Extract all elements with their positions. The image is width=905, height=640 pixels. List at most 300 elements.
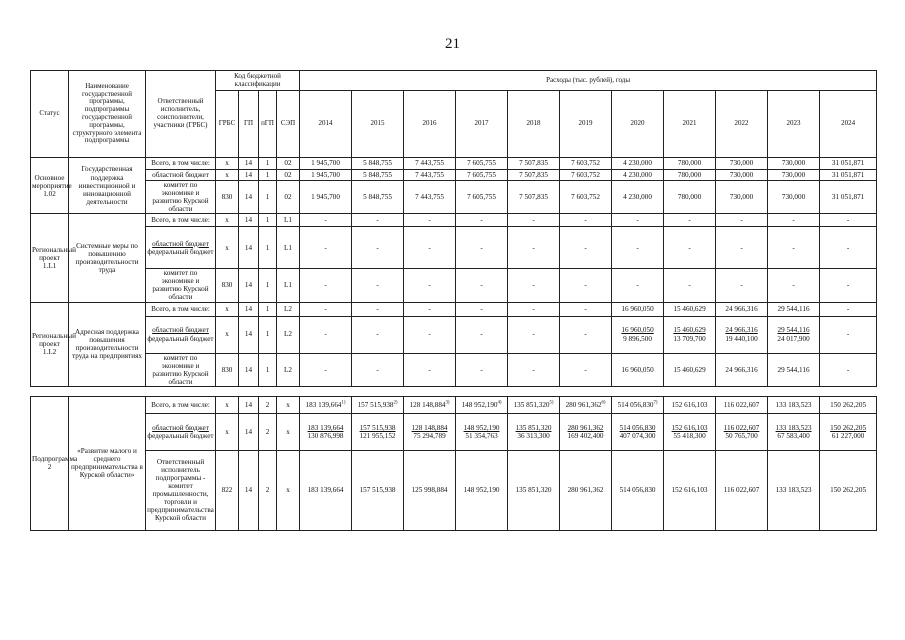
value-cell-2024 [820, 316, 877, 353]
header-year-2018: 2018 [508, 91, 560, 158]
responsible-text: комитет по экономике и развитию Курской области [152, 353, 209, 386]
value-text: 730,000 [729, 170, 754, 179]
value-cell-2020 [612, 227, 664, 269]
value-text: 7 605,755 [467, 170, 496, 179]
value-federal: 19 440,100 [725, 334, 758, 343]
value-text: 7 603,752 [571, 170, 600, 179]
footnote-mark: 3) [445, 400, 450, 406]
header-code-group: Код бюджетной классификации [216, 71, 300, 91]
value-text: - [532, 216, 535, 225]
value-cell-2023 [768, 181, 820, 214]
responsible-text: комитет по экономике и развитию Курской области [152, 181, 209, 214]
header-year-2024: 2024 [820, 91, 877, 158]
value-cell-2014 [300, 227, 352, 269]
value-text: - [480, 281, 483, 290]
value-cell-2024 [820, 353, 877, 386]
value-cell-2024 [820, 396, 877, 413]
value-primary: 15 460,629 [673, 326, 706, 335]
value-text: - [636, 281, 639, 290]
responsible-cell [146, 396, 216, 413]
value-text: 133 183,523 [775, 486, 812, 495]
value-cell-2021 [664, 316, 716, 353]
value-text: - [792, 243, 795, 252]
value-cell-2014 [300, 158, 352, 170]
value-cell-2017 [456, 269, 508, 302]
value-cell-2023 [768, 170, 820, 181]
responsible-text-secondary: федеральный бюджет [147, 247, 214, 256]
value-cell-2017 [456, 214, 508, 227]
value-cell-2015 [352, 214, 404, 227]
code-gp-cell: 14 [239, 227, 259, 269]
value-primary: - [846, 330, 850, 339]
value-cell-2015 [352, 316, 404, 353]
value-cell-2023 [768, 353, 820, 386]
value-text: 150 262,205 [830, 400, 867, 409]
value-primary: - [376, 330, 379, 339]
value-text: 116 022,607 [723, 486, 760, 495]
code-pgp-cell: 1 [259, 353, 277, 386]
value-text: 148 952,190 [461, 400, 498, 409]
value-primary: 24 966,316 [725, 326, 758, 335]
code-grbs-cell: 830 [216, 353, 239, 386]
value-cell-2021 [664, 396, 716, 413]
value-cell-2023 [768, 269, 820, 302]
table-row [31, 396, 877, 413]
value-cell-2023 [768, 158, 820, 170]
value-text: - [532, 365, 535, 374]
value-primary: 29 544,116 [777, 326, 810, 335]
value-text: - [324, 281, 327, 290]
value-cell-2018 [508, 450, 560, 530]
value-cell-2018 [508, 413, 560, 450]
value-cell-2022 [716, 413, 768, 450]
value-cell-2019 [560, 158, 612, 170]
responsible-text: Всего, в том числе: [151, 159, 210, 168]
value-cell-2016 [404, 158, 456, 170]
header-year-2014: 2014 [300, 91, 352, 158]
value-primary: 514 056,830 [619, 423, 656, 432]
value-federal: 130 876,998 [307, 431, 344, 440]
value-text: 29 544,116 [777, 365, 810, 374]
code-grbs-cell: х [216, 214, 239, 227]
value-cell-2016 [404, 413, 456, 450]
responsible-cell [146, 316, 216, 353]
value-text: - [376, 281, 379, 290]
code-pgp-cell: 1 [259, 158, 277, 170]
value-text: 780,000 [677, 170, 702, 179]
value-text: 730,000 [781, 193, 806, 202]
value-text: 15 460,629 [673, 304, 706, 313]
code-gp-cell: 14 [239, 450, 259, 530]
value-cell-2020 [612, 302, 664, 316]
code-pgp-cell: 2 [259, 413, 277, 450]
code-pgp-cell: 1 [259, 181, 277, 214]
code-gp-cell: 14 [239, 214, 259, 227]
header-status: Статус [31, 71, 69, 158]
value-text: 280 961,362 [567, 486, 604, 495]
value-text: 31 051,871 [831, 170, 865, 179]
code-gp-cell: 14 [239, 396, 259, 413]
table-row [31, 302, 877, 316]
responsible-cell [146, 170, 216, 181]
code-pgp-cell: 1 [259, 170, 277, 181]
value-text: 730,000 [729, 159, 754, 168]
code-pgp-cell: 2 [259, 396, 277, 413]
value-cell-2022 [716, 158, 768, 170]
value-text: 7 507,835 [519, 193, 548, 202]
code-sep-cell: 02 [277, 181, 300, 214]
responsible-cell [146, 181, 216, 214]
value-text: 4 230,000 [623, 170, 652, 179]
footnote-mark: 5) [549, 400, 554, 406]
table-row [31, 158, 877, 170]
status-cell: Региональный проект 1.L1 [31, 214, 69, 302]
value-primary: 133 183,523 [775, 423, 812, 432]
value-cell-2024 [820, 170, 877, 181]
value-primary: 157 515,938 [359, 423, 396, 432]
header-year-2017: 2017 [456, 91, 508, 158]
value-text: 31 051,871 [831, 193, 865, 202]
value-cell-2023 [768, 302, 820, 316]
value-text: 7 507,835 [519, 159, 548, 168]
code-gp-cell: 14 [239, 316, 259, 353]
value-text: - [532, 243, 535, 252]
value-cell-2020 [612, 353, 664, 386]
value-text: 730,000 [729, 193, 754, 202]
value-cell-2019 [560, 316, 612, 353]
value-cell-2021 [664, 170, 716, 181]
code-gp-cell: 14 [239, 413, 259, 450]
value-text: - [584, 365, 587, 374]
value-cell-2021 [664, 413, 716, 450]
value-federal: 13 709,700 [673, 334, 706, 343]
code-grbs-cell: х [216, 227, 239, 269]
value-text: - [428, 243, 431, 252]
value-federal: 9 896,500 [623, 334, 652, 343]
code-grbs-cell: 822 [216, 450, 239, 530]
value-text: 780,000 [677, 193, 702, 202]
value-text: 150 262,205 [830, 486, 867, 495]
value-text: 148 952,190 [463, 486, 500, 495]
responsible-text: Всего, в том числе: [151, 304, 210, 313]
value-cell-2015 [352, 450, 404, 530]
value-cell-2024 [820, 269, 877, 302]
responsible-cell [146, 302, 216, 316]
value-text: - [428, 304, 431, 313]
value-cell-2019 [560, 450, 612, 530]
value-text: - [480, 304, 483, 313]
value-text: - [428, 281, 431, 290]
header-year-2016: 2016 [404, 91, 456, 158]
value-cell-2016 [404, 396, 456, 413]
table-row [31, 227, 877, 269]
value-text: 730,000 [781, 159, 806, 168]
responsible-text-secondary: федеральный бюджет [147, 334, 214, 343]
value-cell-2020 [612, 316, 664, 353]
value-text: - [428, 365, 431, 374]
value-text: - [584, 243, 587, 252]
value-text: 152 616,103 [671, 400, 708, 409]
value-cell-2022 [716, 269, 768, 302]
code-gp-cell: 14 [239, 158, 259, 170]
value-primary: 128 148,884 [411, 423, 448, 432]
value-cell-2024 [820, 158, 877, 170]
code-gp-cell: 14 [239, 353, 259, 386]
value-text: - [846, 304, 850, 313]
value-text: - [480, 216, 483, 225]
status-cell: Подпрограмма 2 [31, 396, 69, 530]
code-gp-cell: 14 [239, 181, 259, 214]
value-cell-2024 [820, 413, 877, 450]
value-cell-2016 [404, 227, 456, 269]
value-cell-2016 [404, 316, 456, 353]
value-text: - [324, 216, 327, 225]
value-text: - [324, 365, 327, 374]
responsible-cell [146, 413, 216, 450]
value-text: - [480, 243, 483, 252]
responsible-cell [146, 269, 216, 302]
value-primary: 135 851,320 [515, 423, 552, 432]
value-text: 16 960,050 [621, 304, 654, 313]
value-text: 7 603,752 [571, 159, 600, 168]
value-text: - [584, 304, 587, 313]
value-primary: - [584, 330, 587, 339]
value-primary: - [428, 330, 431, 339]
name-cell: Системные меры по повышению производительности труда [69, 214, 146, 302]
value-cell-2023 [768, 413, 820, 450]
value-cell-2015 [352, 158, 404, 170]
value-cell-2014 [300, 302, 352, 316]
table-row [31, 181, 877, 214]
value-text: 183 139,664 [305, 400, 342, 409]
value-text: - [846, 216, 850, 225]
code-grbs-cell: х [216, 413, 239, 450]
value-cell-2018 [508, 316, 560, 353]
name-cell: Адресная поддержка повышения производительности труда на предприятиях [69, 302, 146, 386]
code-sep-cell: L1 [277, 227, 300, 269]
value-federal: 121 955,152 [359, 431, 396, 440]
value-primary: 116 022,607 [723, 423, 760, 432]
header-year-2022: 2022 [716, 91, 768, 158]
value-text: 24 966,316 [725, 365, 758, 374]
value-cell-2024 [820, 227, 877, 269]
value-text: 7 443,755 [415, 170, 444, 179]
value-text: - [792, 216, 795, 225]
responsible-text: областной бюджет [152, 326, 209, 335]
value-cell-2019 [560, 181, 612, 214]
value-text: 7 443,755 [415, 159, 444, 168]
header-year-2015: 2015 [352, 91, 404, 158]
value-cell-2016 [404, 214, 456, 227]
value-cell-2017 [456, 227, 508, 269]
value-cell-2019 [560, 269, 612, 302]
value-text: 7 443,755 [415, 193, 444, 202]
value-cell-2016 [404, 450, 456, 530]
value-cell-2014 [300, 170, 352, 181]
value-text: - [740, 216, 743, 225]
value-text: - [846, 281, 850, 290]
responsible-cell [146, 353, 216, 386]
value-text: - [376, 365, 379, 374]
value-cell-2023 [768, 450, 820, 530]
footnote-mark: 6) [601, 400, 606, 406]
value-cell-2022 [716, 316, 768, 353]
value-text: 280 961,362 [565, 400, 602, 409]
value-cell-2014 [300, 214, 352, 227]
value-text: 1 945,700 [311, 159, 340, 168]
value-federal: 75 294,789 [413, 431, 446, 440]
code-sep-cell: L1 [277, 214, 300, 227]
value-federal: 36 313,300 [517, 431, 550, 440]
value-cell-2020 [612, 214, 664, 227]
value-cell-2020 [612, 269, 664, 302]
value-cell-2018 [508, 214, 560, 227]
value-text: 7 605,755 [467, 159, 496, 168]
code-sep-cell: L1 [277, 269, 300, 302]
header-code-2: пГП [259, 91, 277, 158]
value-cell-2021 [664, 353, 716, 386]
value-text: 15 460,629 [673, 365, 706, 374]
value-cell-2023 [768, 227, 820, 269]
header-year-2019: 2019 [560, 91, 612, 158]
value-text: - [688, 281, 691, 290]
value-text: 4 230,000 [623, 193, 652, 202]
value-cell-2015 [352, 396, 404, 413]
name-cell: Государственная поддержка инвестиционной и инновационной деятельности [69, 158, 146, 214]
value-cell-2020 [612, 396, 664, 413]
value-cell-2019 [560, 413, 612, 450]
code-grbs-cell: х [216, 396, 239, 413]
value-cell-2016 [404, 170, 456, 181]
value-text: 128 148,884 [409, 400, 446, 409]
value-text: 157 515,938 [357, 400, 394, 409]
budget-table [30, 70, 877, 531]
value-text: 135 851,320 [515, 486, 552, 495]
value-cell-2024 [820, 302, 877, 316]
code-pgp-cell: 2 [259, 450, 277, 530]
code-sep-cell: 02 [277, 158, 300, 170]
value-cell-2021 [664, 450, 716, 530]
value-text: - [324, 304, 327, 313]
value-text: 730,000 [781, 170, 806, 179]
value-cell-2017 [456, 158, 508, 170]
header-expenses-group: Расходы (тыс. рублей), годы [300, 71, 877, 91]
value-cell-2020 [612, 170, 664, 181]
value-cell-2017 [456, 302, 508, 316]
responsible-text: Всего, в том числе: [151, 216, 210, 225]
value-text: 125 998,884 [411, 486, 448, 495]
value-cell-2020 [612, 413, 664, 450]
value-federal: 169 402,400 [567, 431, 604, 440]
value-text: - [376, 304, 379, 313]
value-cell-2020 [612, 158, 664, 170]
value-cell-2015 [352, 227, 404, 269]
value-text: - [636, 243, 639, 252]
footnote-mark: 2) [393, 400, 398, 406]
responsible-text: областной бюджет [152, 170, 209, 179]
responsible-cell [146, 227, 216, 269]
responsible-text: Всего, в том числе: [151, 400, 210, 409]
code-sep-cell: х [277, 396, 300, 413]
value-cell-2019 [560, 396, 612, 413]
code-sep-cell: L2 [277, 316, 300, 353]
value-text: 7 605,755 [467, 193, 496, 202]
value-cell-2015 [352, 302, 404, 316]
table-row [31, 214, 877, 227]
value-cell-2019 [560, 170, 612, 181]
value-text: 7 603,752 [571, 193, 600, 202]
footnote-mark: 4) [497, 400, 502, 406]
header-responsible: Ответственный исполнитель, соисполнители, участники (ГРБС) [146, 71, 216, 158]
value-primary: 280 961,362 [567, 423, 604, 432]
status-cell: Региональный проект 1.L2 [31, 302, 69, 386]
value-text: - [532, 281, 535, 290]
value-text: - [688, 216, 691, 225]
section-gap [31, 386, 877, 396]
responsible-text: Ответственный исполнитель подпрограммы - комитет промышленности, торговли и предпринимательства Курской области [147, 458, 214, 523]
value-cell-2016 [404, 302, 456, 316]
value-cell-2021 [664, 158, 716, 170]
value-cell-2016 [404, 269, 456, 302]
code-pgp-cell: 1 [259, 316, 277, 353]
code-grbs-cell: 830 [216, 269, 239, 302]
table-row [31, 269, 877, 302]
value-text: - [740, 243, 743, 252]
value-cell-2019 [560, 353, 612, 386]
value-federal: 61 227,000 [831, 431, 865, 440]
header-year-2021: 2021 [664, 91, 716, 158]
footnote-mark: 7) [653, 400, 658, 406]
value-text: - [636, 216, 639, 225]
code-pgp-cell: 1 [259, 302, 277, 316]
value-cell-2023 [768, 316, 820, 353]
value-text: - [376, 216, 379, 225]
value-cell-2023 [768, 396, 820, 413]
value-text: 5 848,755 [363, 170, 392, 179]
responsible-cell [146, 450, 216, 530]
code-sep-cell: 02 [277, 170, 300, 181]
value-text: 135 851,320 [513, 400, 550, 409]
responsible-cell [146, 158, 216, 170]
value-federal: 50 765,700 [725, 431, 758, 440]
responsible-text: комитет по экономике и развитию Курской области [152, 269, 209, 302]
code-sep-cell: L2 [277, 353, 300, 386]
value-text: 1 945,700 [311, 170, 340, 179]
value-text: 24 966,316 [725, 304, 758, 313]
code-sep-cell: L2 [277, 302, 300, 316]
value-text: 514 056,830 [617, 400, 654, 409]
value-text: 16 960,050 [621, 365, 654, 374]
value-cell-2022 [716, 227, 768, 269]
value-text: - [324, 243, 327, 252]
code-sep-cell: х [277, 450, 300, 530]
value-cell-2024 [820, 450, 877, 530]
header-year-2020: 2020 [612, 91, 664, 158]
value-federal: 67 583,400 [777, 431, 810, 440]
name-cell: «Развитие малого и среднего предпринимательства в Курской области» [69, 396, 146, 530]
header-code-0: ГРБС [216, 91, 239, 158]
value-cell-2018 [508, 170, 560, 181]
value-primary: 148 952,190 [463, 423, 500, 432]
value-text: - [740, 281, 743, 290]
value-cell-2018 [508, 227, 560, 269]
value-primary: 152 616,103 [671, 423, 708, 432]
value-text: 1 945,700 [311, 193, 340, 202]
value-text: - [480, 365, 483, 374]
value-cell-2023 [768, 214, 820, 227]
code-gp-cell: 14 [239, 269, 259, 302]
value-primary: 16 960,050 [621, 326, 654, 335]
